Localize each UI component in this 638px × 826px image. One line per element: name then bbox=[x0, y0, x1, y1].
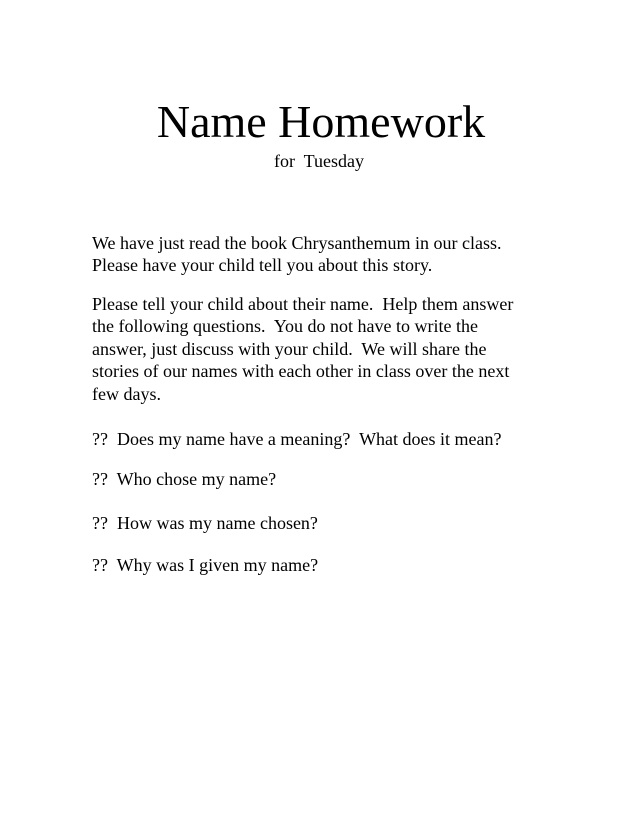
paragraph-line: stories of our names with each other in class over the next bbox=[92, 361, 510, 382]
paragraph-line: few days. bbox=[92, 383, 161, 404]
question-text: ?? Does my name have a meaning? What does it mean? bbox=[92, 429, 502, 449]
paragraph-line: We have just read the book Chrysanthemum in our class. bbox=[92, 233, 502, 253]
question-item bbox=[92, 468, 562, 490]
question-item bbox=[92, 428, 562, 450]
intro-paragraph bbox=[92, 232, 562, 277]
instructions-paragraph bbox=[92, 293, 562, 405]
paragraph-line: Please tell your child about their name. Help them answer bbox=[92, 294, 514, 314]
document-subtitle: for Tuesday bbox=[273, 151, 364, 171]
document-title: Name Homework bbox=[156, 96, 486, 147]
paragraph-line: the following questions. You do not have to write the bbox=[92, 316, 478, 337]
question-text: ?? Why was I given my name? bbox=[92, 555, 319, 575]
question-item bbox=[92, 554, 562, 576]
paragraph-line: Please have your child tell you about this story. bbox=[92, 255, 433, 276]
question-item bbox=[92, 512, 562, 534]
question-text: ?? How was my name chosen? bbox=[92, 513, 318, 533]
question-text: ?? Who chose my name? bbox=[92, 469, 277, 489]
paragraph-line: answer, just discuss with your child. We will share the bbox=[92, 338, 487, 359]
